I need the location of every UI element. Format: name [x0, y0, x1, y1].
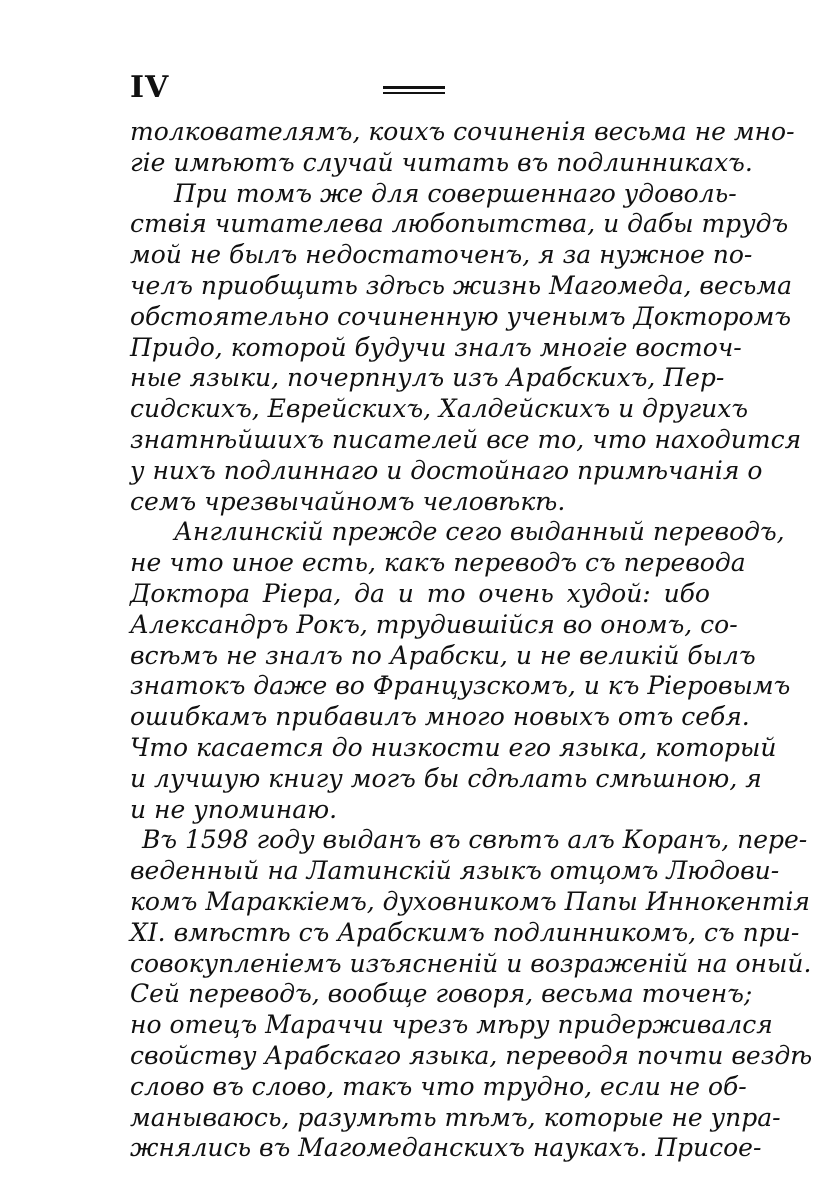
header-ornament-rule: [383, 86, 445, 96]
text-line: совокупленіемъ изъясненій и возраженій на оный.: [130, 948, 812, 978]
text-line: и не упоминаю.: [130, 794, 338, 824]
text-line: не что иное есть, какъ переводъ съ перевода: [130, 548, 746, 578]
text-line: Доктора Ріера, да и то очень худой: ибо: [130, 578, 710, 608]
text-line: комъ Мараккіемъ, духовникомъ Папы Иннокентія: [130, 886, 810, 916]
paragraph-start-line: Англинскій прежде сего выданный переводъ,: [174, 517, 785, 547]
ornament-bar-top: [383, 86, 445, 89]
text-line: знатокъ даже во Французскомъ, и къ Ріеровымъ: [130, 671, 791, 701]
text-line: знатнѣйшихъ писателей все то, что находится: [130, 424, 802, 454]
text-line: челъ приобщить здѣсь жизнь Магомеда, весьма: [130, 270, 792, 300]
ornament-bar-bottom: [383, 92, 445, 94]
text-line: слово въ слово, такъ что трудно, если не об-: [130, 1071, 747, 1101]
text-line: семъ чрезвычайномъ человѣкѣ.: [130, 486, 566, 516]
text-line: ствія читателева любопытства, и дабы трудъ: [130, 209, 789, 239]
text-line: толкователямъ, коихъ сочиненія весьма не мно-: [130, 117, 795, 146]
text-line: свойству Арабскаго языка, переводя почти вездѣ: [130, 1040, 813, 1070]
text-line: обстоятельно сочиненную ученымъ Докторомъ: [130, 301, 791, 331]
text-line: Сей переводъ, вообще говоря, весьма точенъ;: [130, 979, 753, 1009]
text-line: ошибкамъ прибавилъ много новыхъ отъ себя.: [130, 702, 750, 732]
text-line: жнялись въ Магомеданскихъ наукахъ. Присое-: [130, 1133, 762, 1163]
text-line: Что касается до низкости его языка, который: [130, 732, 777, 762]
paragraph-start-line: Въ 1598 году выданъ въ свѣтъ алъ Коранъ, пере-: [142, 825, 808, 855]
text-line: мой не былъ недостаточенъ, я за нужное по-: [130, 240, 753, 270]
text-line: ные языки, почерпнулъ изъ Арабскихъ, Пер-: [130, 363, 725, 393]
text-line: и лучшую книгу могъ бы сдѣлать смѣшною, я: [130, 763, 762, 793]
text-line: но отецъ Мараччи чрезъ мѣру придерживался: [130, 1010, 773, 1040]
paragraph-start-line: При томъ же для совершеннаго удоволь-: [174, 178, 737, 208]
text-line: манываюсь, разумѣть тѣмъ, которые не упра-: [130, 1102, 781, 1132]
text-line: сидскихъ, Еврейскихъ, Халдейскихъ и другихъ: [130, 394, 749, 424]
text-line: Александръ Рокъ, трудившійся во ономъ, со-: [130, 609, 738, 639]
text-line: Придо, которой будучи зналъ многіе восточ-: [130, 332, 742, 362]
text-line: у нихъ подлиннаго и достойнаго примѣчанія о: [130, 455, 763, 485]
text-line: веденный на Латинскій языкъ отцомъ Людови-: [130, 856, 780, 886]
body-text: [130, 117, 813, 1164]
page-number: IV: [130, 70, 170, 105]
text-line: гіе имѣютъ случай читать въ подлинникахъ.: [130, 147, 753, 177]
text-line: всѣмъ не зналъ по Арабски, и не великій былъ: [130, 640, 756, 670]
text-line: XI. вмѣстѣ съ Арабскимъ подлинникомъ, съ при-: [130, 917, 800, 947]
